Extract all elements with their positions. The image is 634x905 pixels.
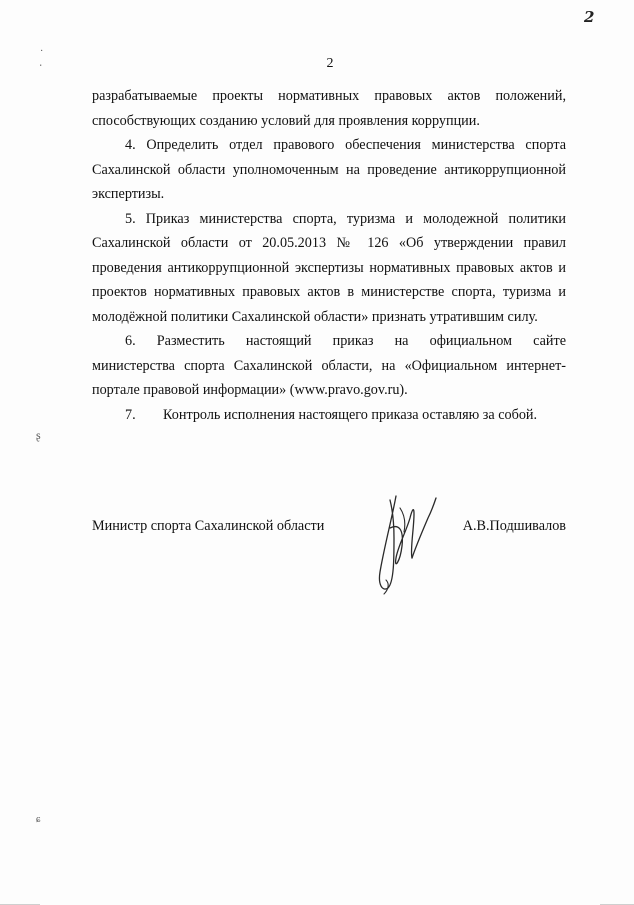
page-number: 2 bbox=[326, 56, 334, 71]
scan-speck: ʂ bbox=[36, 428, 41, 442]
p6-word: Разместить bbox=[156, 333, 225, 349]
handwritten-signature bbox=[370, 488, 442, 600]
paragraph-7 bbox=[92, 403, 566, 428]
p7-text: Контроль исполнения настоящего приказа оставляю за собой. bbox=[163, 406, 538, 423]
p6-word: официальном bbox=[429, 333, 513, 349]
scan-speck: · bbox=[40, 46, 44, 57]
p6-word: сайте bbox=[533, 333, 566, 349]
p6-word: 6. bbox=[125, 333, 136, 349]
p6-word: приказ bbox=[332, 333, 374, 349]
p6-word: на bbox=[394, 333, 409, 349]
p6-word: настоящий bbox=[245, 333, 312, 349]
p7-number: 7. bbox=[125, 406, 136, 423]
scan-speck: ɕ bbox=[36, 814, 41, 825]
handwritten-page-number: 2 bbox=[584, 8, 595, 26]
paragraph-continuation-line-1: разрабатываемые проекты нормативных правовых актов положений, bbox=[92, 88, 566, 104]
paragraph-4: 4. Определить отдел правового обеспечения министерства спорта Сахалинской области уполномоченным на проведение антикоррупционной экспертизы. bbox=[92, 137, 566, 202]
document-body bbox=[92, 84, 566, 427]
signer-name: А.В.Подшивалов bbox=[462, 518, 566, 534]
paragraph-6-rest: министерства спорта Сахалинской области, на «Официальном интернет-портале правовой информации» (www.pravo.gov.ru). bbox=[92, 357, 566, 398]
paragraph-5: 5. Приказ министерства спорта, туризма и молодежной политики Сахалинской области от 20.05.2013 № 126 «Об утверждении правил проведения антикоррупционной экспертизы нормативных правовых актов и проектов нормативных правовых актов в министерстве спорта, туризма и молодёжной политики Сахалинской области» признать утратившим силу. bbox=[92, 210, 566, 325]
paragraph-6-first-line bbox=[92, 329, 566, 354]
paragraph-continuation-line-2: способствующих созданию условий для проявления коррупции. bbox=[92, 112, 480, 129]
signer-title: Министр спорта Сахалинской области bbox=[92, 518, 325, 534]
scan-speck: ٠ bbox=[38, 60, 44, 71]
